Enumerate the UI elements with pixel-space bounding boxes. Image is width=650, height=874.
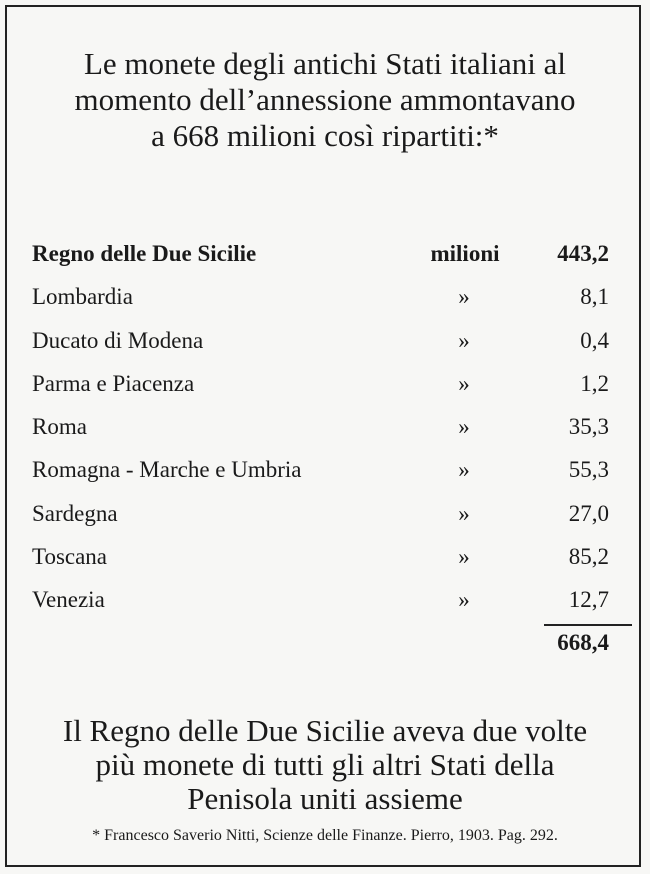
table-row: [32, 321, 612, 364]
table-row: [32, 407, 612, 450]
conclusion-line-3: Penisola uniti assieme: [187, 781, 463, 816]
conclusion-line-1: Il Regno delle Due Sicilie aveva due volte: [62, 713, 588, 748]
unit-label: milioni: [430, 241, 500, 266]
amount-value: 55,3: [568, 457, 609, 483]
state-name: Ducato di Modena: [32, 327, 204, 353]
table-row: [32, 277, 612, 320]
ditto-mark: »: [458, 500, 470, 526]
conclusion-text: [0, 714, 650, 816]
amount-value: 1,2: [580, 370, 609, 396]
table-row: [32, 450, 612, 493]
total-row: [32, 624, 612, 664]
state-name: Parma e Piacenza: [32, 370, 195, 396]
table-row: [32, 537, 612, 580]
amount-value: 0,4: [580, 327, 609, 353]
conclusion-line-2: più monete di tutti gli altri Stati della: [95, 747, 555, 782]
ditto-mark: »: [458, 414, 470, 440]
table-row: [32, 234, 612, 277]
coin-table: [32, 234, 612, 664]
table-row: [32, 494, 612, 537]
amount-value: 35,3: [568, 414, 609, 440]
amount-value: 27,0: [568, 500, 609, 526]
heading-line-2: momento dell’annessione ammontavano: [74, 82, 576, 117]
ditto-mark: »: [458, 457, 470, 483]
total-value: 668,4: [557, 629, 609, 655]
state-name: Roma: [32, 414, 87, 440]
heading-line-3: a 668 milioni così ripartiti:*: [151, 118, 499, 153]
amount-value: 85,2: [568, 544, 609, 570]
ditto-mark: »: [458, 284, 470, 310]
state-name: Regno delle Due Sicilie: [32, 241, 257, 266]
heading: [0, 46, 650, 154]
heading-line-1: Le monete degli antichi Stati italiani al: [83, 46, 567, 81]
state-name: Toscana: [32, 544, 108, 570]
table-row: [32, 364, 612, 407]
amount-value: 8,1: [580, 284, 609, 310]
footnote: * Francesco Saverio Nitti, Scienze delle Finanze. Pierro, 1903. Pag. 292.: [92, 827, 558, 844]
ditto-mark: »: [458, 327, 470, 353]
ditto-mark: »: [458, 544, 470, 570]
sum-rule: [544, 624, 632, 626]
state-name: Romagna - Marche e Umbria: [32, 457, 302, 483]
amount-value: 12,7: [568, 587, 609, 613]
state-name: Venezia: [32, 587, 105, 613]
state-name: Sardegna: [32, 500, 118, 526]
ditto-mark: »: [458, 587, 470, 613]
amount-value: 443,2: [557, 241, 609, 266]
table-row: [32, 580, 612, 623]
state-name: Lombardia: [32, 284, 133, 310]
ditto-mark: »: [458, 370, 470, 396]
